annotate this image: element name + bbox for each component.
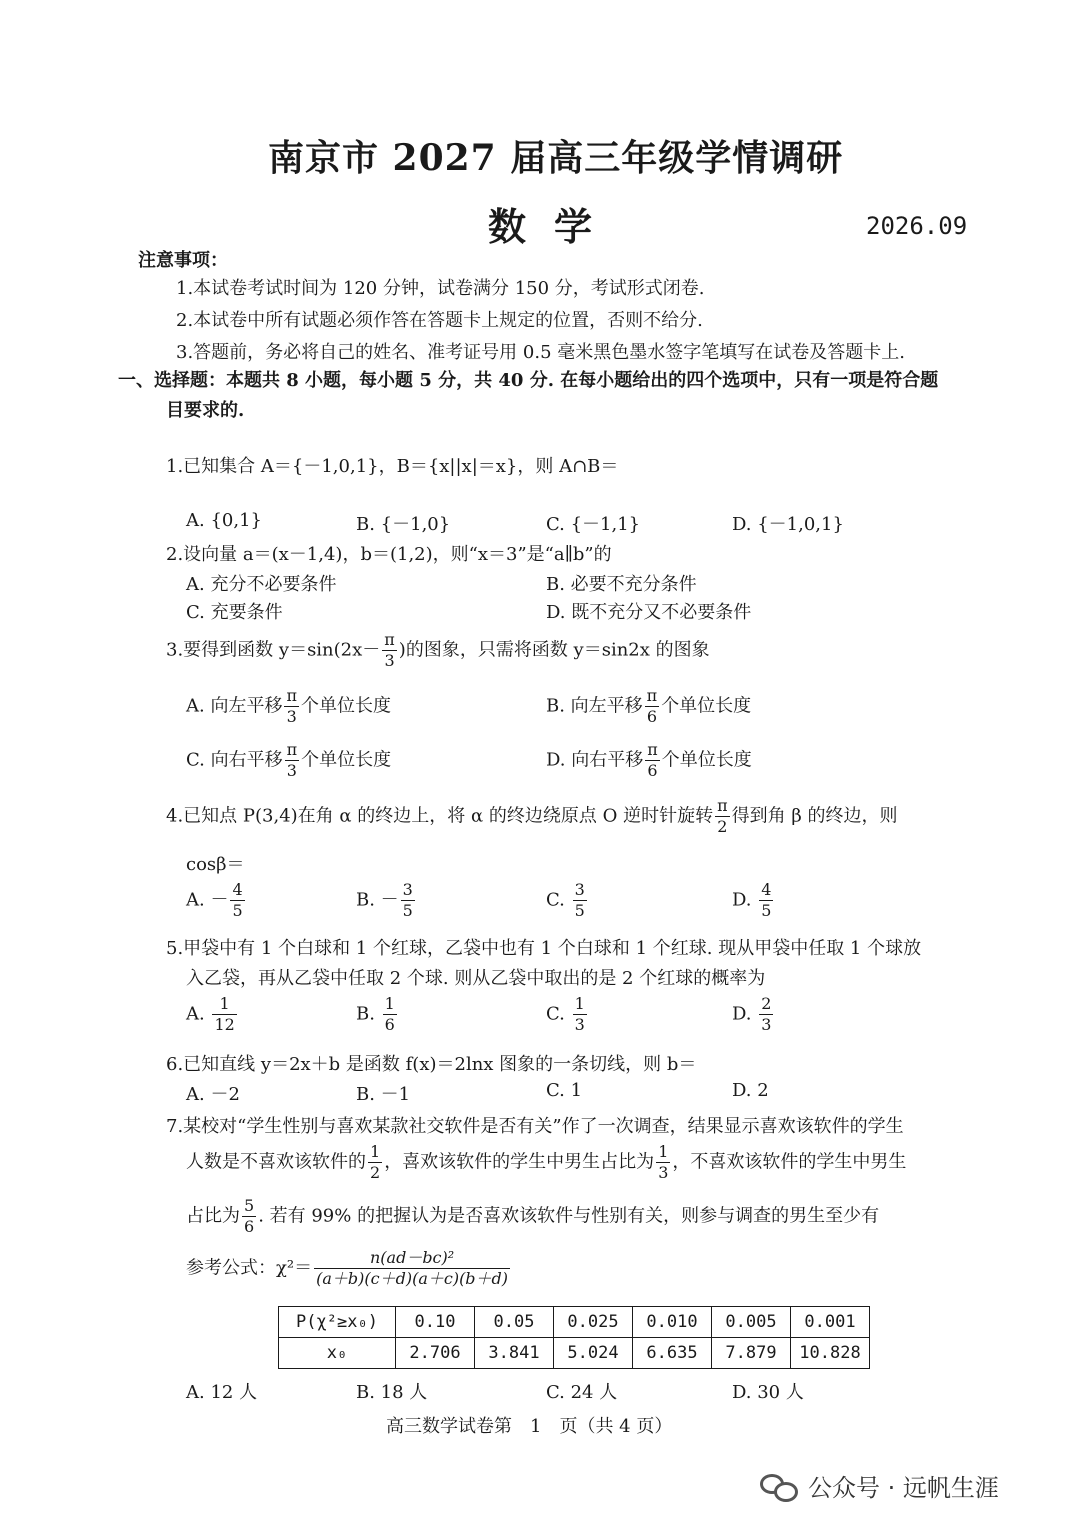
fraction-denominator: 6 [646, 707, 658, 726]
table-cell: x₀ [279, 1338, 396, 1369]
option-text: C. [546, 1003, 571, 1025]
fraction [759, 996, 773, 1033]
table-cell: P(χ²≥x₀) [279, 1307, 396, 1338]
q2-option-d: D. 既不充分又不必要条件 [546, 602, 752, 623]
question-1-stem: 1.已知集合 A＝{－1,0,1}，B＝{x||x|＝x}，则 A∩B＝ [166, 456, 619, 477]
fraction-numerator: 4 [232, 880, 243, 899]
fraction [368, 1144, 382, 1181]
fraction [383, 996, 397, 1033]
exam-date: 2026.09 [866, 212, 968, 240]
q3-stem-part: )的图象，只需将函数 y＝sin2x 的图象 [398, 639, 710, 661]
table-row [279, 1307, 870, 1338]
q4-stem-part: 4.已知点 P(3,4)在角 α 的终边上，将 α 的终边绕原点 O 逆时针旋转 [166, 805, 714, 827]
option-text: 个单位长度 [661, 749, 752, 771]
option-text: B. [356, 1003, 381, 1025]
notice-item: 3.答题前，务必将自己的姓名、准考证号用 0.5 毫米黑色墨水签字笔填写在试卷及答题卡上. [176, 342, 905, 363]
option-text: A. － [186, 889, 229, 911]
fraction [656, 1144, 670, 1181]
fraction-numerator: π [717, 796, 728, 815]
option-text: D. [732, 889, 758, 911]
q7-stem-part: ，喜欢该软件的学生中男生占比为 [384, 1151, 655, 1173]
formula-label: 参考公式：χ²＝ [186, 1257, 313, 1279]
question-6-stem: 6.已知直线 y＝2x＋b 是函数 f(x)＝2lnx 图象的一条切线，则 b＝ [166, 1054, 697, 1075]
fraction-numerator: 2 [761, 994, 772, 1013]
q1-option-c: C. {－1,1} [546, 514, 641, 535]
question-4-stem-cont: cosβ＝ [186, 854, 245, 875]
fraction-denominator: 6 [384, 1015, 395, 1034]
fraction-denominator: (a＋b)(c＋d)(a＋c)(b＋d) [316, 1269, 509, 1288]
fraction-denominator: 3 [574, 1015, 585, 1034]
question-5-stem: 5.甲袋中有 1 个白球和 1 个红球，乙袋中也有 1 个白球和 1 个红球. 现从甲袋中任取 1 个球放 [166, 938, 922, 959]
fraction [242, 1198, 256, 1235]
watermark-text: 公众号 · 远帆生涯 [808, 1474, 999, 1502]
fraction [759, 882, 773, 919]
fraction-numerator: π [286, 740, 298, 759]
q6-option-d: D. 2 [732, 1080, 769, 1101]
table-cell: 7.879 [712, 1338, 791, 1369]
q7-stem-part: 占比为 [186, 1205, 240, 1227]
section-heading-cont: 目要求的. [166, 400, 245, 421]
fraction-denominator: 5 [402, 901, 413, 920]
question-4-stem [166, 798, 897, 835]
q7-option-d: D. 30 人 [732, 1382, 804, 1403]
question-7-stem-line2 [186, 1144, 906, 1181]
table-cell: 0.005 [712, 1307, 791, 1338]
fraction-numerator: 1 [384, 994, 395, 1013]
fraction-denominator: 5 [232, 901, 243, 920]
question-7-stem: 7.某校对“学生性别与喜欢某款社交软件是否有关”作了一次调查，结果显示喜欢该软件的学生 [166, 1116, 904, 1137]
q4-option-a [186, 882, 247, 919]
option-text: B. － [356, 889, 399, 911]
option-text: D. 向右平移 [546, 749, 644, 771]
fraction [314, 1250, 510, 1287]
q1-option-a: A. {0,1} [186, 510, 262, 531]
option-text: 个单位长度 [300, 695, 391, 717]
q4-option-d [732, 882, 775, 919]
table-cell: 0.10 [396, 1307, 475, 1338]
question-5-stem-cont: 入乙袋，再从乙袋中任取 2 个球. 则从乙袋中取出的是 2 个红球的概率为 [186, 968, 766, 989]
q6-option-c: C. 1 [546, 1080, 583, 1101]
fraction-numerator: n(ad－bc)² [314, 1250, 510, 1269]
fraction [285, 742, 300, 779]
q1-option-d: D. {－1,0,1} [732, 514, 844, 535]
table-cell: 0.025 [554, 1307, 633, 1338]
q3-option-a [186, 688, 391, 725]
fraction-numerator: π [384, 630, 395, 649]
question-2-stem: 2.设向量 a＝(x－1,4)，b＝(1,2)，则“x＝3”是“a∥b”的 [166, 544, 612, 565]
q3-option-d [546, 742, 752, 779]
q2-option-a: A. 充分不必要条件 [186, 574, 337, 595]
wechat-icon [760, 1472, 800, 1500]
fraction-numerator: π [647, 740, 658, 759]
table-cell: 0.05 [475, 1307, 554, 1338]
reference-formula [186, 1250, 512, 1287]
option-text: C. 向右平移 [186, 749, 283, 771]
option-text: 个单位长度 [301, 749, 392, 771]
fraction-denominator: 3 [761, 1015, 772, 1034]
q2-option-b: B. 必要不充分条件 [546, 574, 697, 595]
q5-option-a [186, 996, 239, 1033]
q7-option-c: C. 24 人 [546, 1382, 618, 1403]
fraction-numerator: π [646, 686, 658, 705]
fraction [573, 882, 587, 919]
fraction-denominator: 3 [658, 1163, 669, 1182]
q3-stem-part: 3.要得到函数 y＝sin(2x－ [166, 639, 381, 661]
q7-stem-part: ，不喜欢该软件的学生中男生 [672, 1151, 907, 1173]
q4-option-b [356, 882, 417, 919]
q6-option-a: A. －2 [186, 1084, 240, 1105]
fraction-denominator: 6 [647, 761, 658, 780]
fraction [715, 798, 730, 835]
fraction-numerator: 4 [761, 880, 772, 899]
fraction-numerator: 1 [212, 996, 236, 1015]
table-cell: 2.706 [396, 1338, 475, 1369]
q7-stem-part: 人数是不喜欢该软件的 [186, 1151, 366, 1173]
fraction [645, 742, 660, 779]
fraction-denominator: 3 [286, 707, 297, 726]
fraction [573, 996, 587, 1033]
q5-option-c [546, 996, 589, 1033]
q5-option-b [356, 996, 399, 1033]
q5-option-d [732, 996, 775, 1033]
fraction-numerator: 5 [244, 1196, 255, 1215]
q2-option-c: C. 充要条件 [186, 602, 283, 623]
q6-option-b: B. －1 [356, 1084, 411, 1105]
table-cell: 5.024 [554, 1338, 633, 1369]
fraction [284, 688, 299, 725]
notice-item: 2.本试卷中所有试题必须作答在答题卡上规定的位置，否则不给分. [176, 310, 703, 331]
option-text: A. [186, 1003, 211, 1025]
fraction-numerator: π [286, 686, 297, 705]
fraction-denominator: 2 [717, 817, 728, 836]
q4-stem-part: 得到角 β 的终边，则 [731, 805, 898, 827]
q1-option-b: B. {－1,0} [356, 514, 451, 535]
notice-item: 1.本试卷考试时间为 120 分钟，试卷满分 150 分，考试形式闭卷. [176, 278, 705, 299]
fraction [645, 688, 660, 725]
option-text: C. [546, 889, 571, 911]
fraction-denominator: 3 [286, 761, 297, 780]
fraction-denominator: 3 [384, 651, 395, 670]
exam-title: 南京市 2027 届高三年级学情调研 [268, 137, 844, 179]
fraction [382, 632, 397, 669]
fraction [230, 882, 244, 919]
table-cell: 3.841 [475, 1338, 554, 1369]
question-7-stem-line3 [186, 1198, 879, 1235]
fraction-denominator: 12 [214, 1015, 235, 1034]
option-text: D. [732, 1003, 758, 1025]
fraction-denominator: 6 [244, 1217, 255, 1236]
section-heading: 一、选择题：本题共 8 小题，每小题 5 分，共 40 分. 在每小题给出的四个选项中，只有一项是符合题 [118, 370, 939, 391]
question-3-stem [166, 632, 710, 669]
fraction-numerator: 3 [402, 880, 413, 899]
subject-title: 数学 [488, 204, 621, 249]
q4-option-c [546, 882, 589, 919]
q7-option-a: A. 12 人 [186, 1382, 258, 1403]
table-cell: 6.635 [633, 1338, 712, 1369]
table-row [279, 1338, 870, 1369]
fraction-denominator: 5 [761, 901, 772, 920]
option-text: A. 向左平移 [186, 695, 283, 717]
fraction-numerator: 1 [658, 1142, 669, 1161]
table-cell: 0.010 [633, 1307, 712, 1338]
fraction-numerator: 1 [574, 994, 585, 1013]
fraction-numerator: 3 [574, 880, 585, 899]
q7-option-b: B. 18 人 [356, 1382, 428, 1403]
q3-option-b [546, 688, 751, 725]
fraction [401, 882, 415, 919]
page-footer: 高三数学试卷第 1 页（共 4 页） [386, 1416, 673, 1437]
table-cell: 0.001 [791, 1307, 870, 1338]
fraction-denominator: 2 [370, 1163, 381, 1182]
watermark [760, 1468, 999, 1503]
table-cell: 10.828 [791, 1338, 870, 1369]
option-text: 个单位长度 [661, 695, 752, 717]
q3-option-c [186, 742, 391, 779]
notice-heading: 注意事项： [138, 250, 228, 271]
fraction-denominator: 5 [574, 901, 585, 920]
critical-value-table [278, 1306, 870, 1369]
q7-stem-part: . 若有 99% 的把握认为是否喜欢该软件与性别有关，则参与调查的男生至少有 [258, 1205, 880, 1227]
fraction-numerator: 1 [370, 1142, 381, 1161]
fraction [212, 996, 236, 1033]
option-text: B. 向左平移 [546, 695, 643, 717]
